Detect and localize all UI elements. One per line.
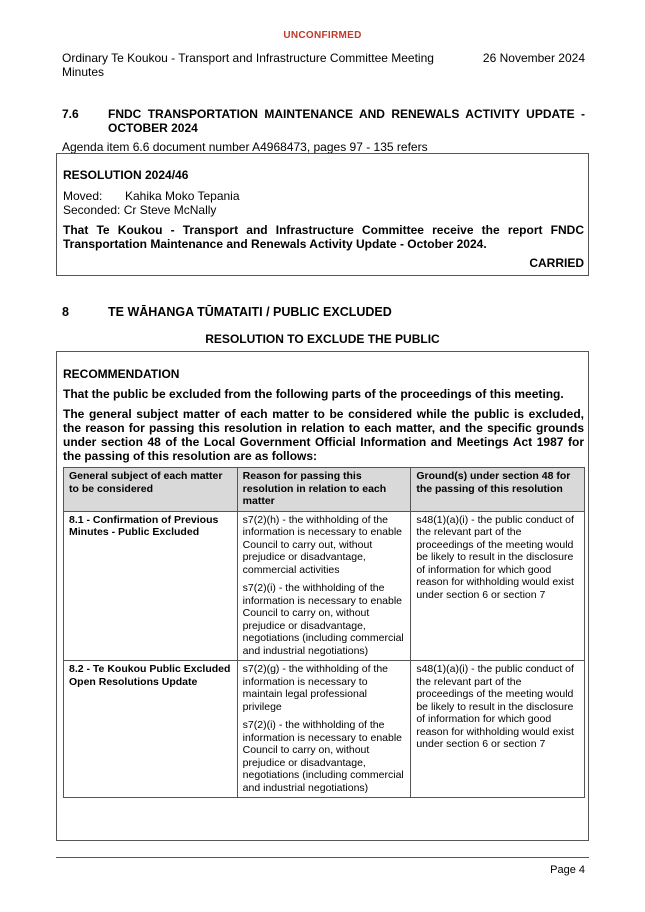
resolution-text: That Te Koukou - Transport and Infrastructure Committee receive the report FNDC Transportation Maintenance and Renewals Activity Update - October 2024. (63, 223, 584, 251)
seconded-row (63, 203, 216, 217)
table-row (64, 661, 585, 798)
column-header-subject: General subject of each matter to be considered (64, 468, 238, 512)
recommendation-paragraph-1: That the public be excluded from the following parts of the proceedings of this meeting. (63, 387, 564, 401)
section-7-6-number: 7.6 (62, 107, 79, 121)
recommendation-box (56, 351, 589, 841)
reason-paragraph: s7(2)(i) - the withholding of the information is necessary to enable Council to carry on, without prejudice or disadvantage, negotiations (including commercial and industrial negotiations) (242, 719, 404, 794)
moved-label: Moved: (63, 189, 103, 203)
moved-value: Kahika Moko Tepania (125, 189, 240, 203)
row-subject: 8.2 - Te Koukou Public Excluded Open Resolutions Update (64, 661, 238, 798)
recommendation-paragraph-2: The general subject matter of each matter to be considered while the public is excluded, the reason for passing this resolution in relation to each matter, and the specific grounds under section 48 of the Local Government Official Information and Meetings Act 1987 for the passing of this resolution are as follows: (63, 407, 584, 463)
resolution-title: RESOLUTION 2024/46 (63, 168, 189, 182)
column-header-reason: Reason for passing this resolution in relation to each matter (237, 468, 411, 512)
reason-paragraph: s7(2)(g) - the withholding of the information is necessary to maintain legal professional privilege (242, 663, 388, 713)
agenda-reference: Agenda item 6.6 document number A4968473, pages 97 - 135 refers (62, 140, 428, 154)
reason-paragraph: s7(2)(i) - the withholding of the information is necessary to enable Council to carry on, without prejudice or disadvantage, negotiations (including commercial and industrial negotiations) (242, 582, 404, 657)
page-number: Page 4 (550, 864, 585, 876)
row-subject: 8.1 - Confirmation of Previous Minutes - Public Excluded (64, 511, 238, 661)
unconfirmed-mark: UNCONFIRMED (283, 30, 362, 41)
table-header-row (64, 468, 585, 512)
recommendation-title: RECOMMENDATION (63, 367, 180, 381)
moved-row (63, 189, 240, 203)
table-row (64, 511, 585, 661)
public-excluded-table (63, 467, 585, 798)
resolution-box (56, 153, 589, 276)
header-date: 26 November 2024 (482, 51, 585, 65)
seconded-value: Cr Steve McNally (123, 203, 217, 217)
section-8-title: TE WĀHANGA TŪMATAITI / PUBLIC EXCLUDED (108, 305, 392, 319)
seconded-label: Seconded: (63, 203, 121, 217)
row-ground: s48(1)(a)(i) - the public conduct of the relevant part of the proceedings of the meeting would be likely to result in the disclosure of information for which good reason for withholding would exist under section 6 or section 7 (411, 661, 585, 798)
reason-paragraph: s7(2)(h) - the withholding of the information is necessary to enable Council to carry out, without prejudice or disadvantage, commercial activities (242, 513, 403, 576)
row-reason (237, 661, 411, 798)
section-8-number: 8 (62, 305, 69, 319)
exclude-public-heading: RESOLUTION TO EXCLUDE THE PUBLIC (205, 332, 440, 346)
header-title: Ordinary Te Koukou - Transport and Infrastructure Committee Meeting Minutes (62, 51, 434, 79)
column-header-grounds: Ground(s) under section 48 for the passing of this resolution (411, 468, 585, 512)
footer-divider (56, 857, 589, 858)
section-7-6-title: FNDC TRANSPORTATION MAINTENANCE AND RENEWALS ACTIVITY UPDATE - OCTOBER 2024 (108, 107, 585, 135)
row-reason (237, 511, 411, 661)
resolution-outcome: CARRIED (529, 256, 584, 270)
row-ground: s48(1)(a)(i) - the public conduct of the relevant part of the proceedings of the meeting would be likely to result in the disclosure of information for which good reason for withholding would exist under section 6 or section 7 (411, 511, 585, 661)
